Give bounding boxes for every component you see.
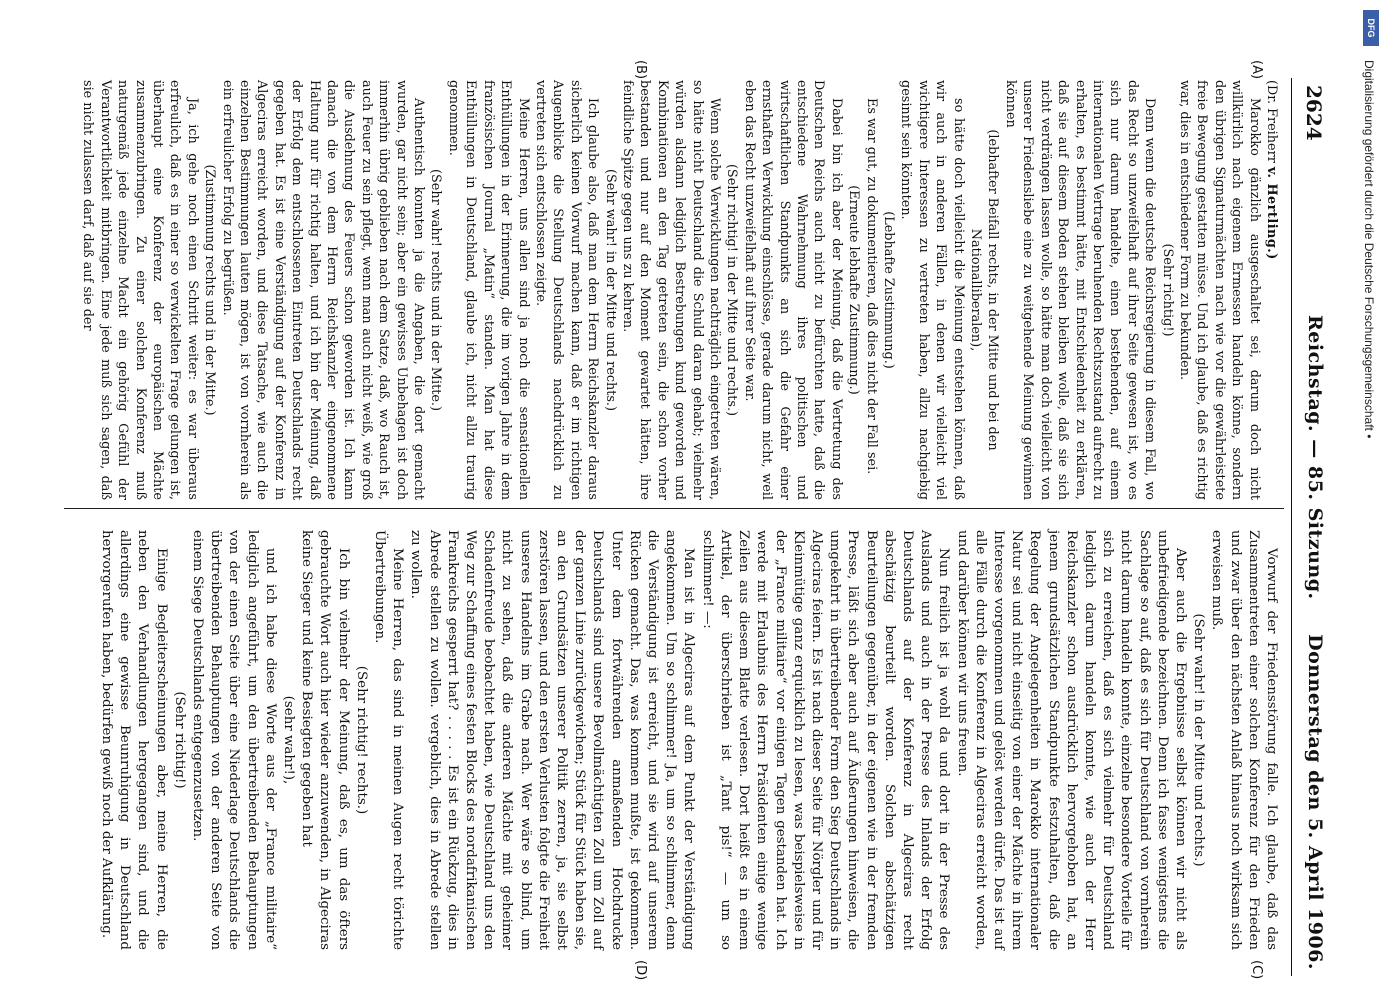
speaker-name: v. Hertling.) xyxy=(1264,166,1279,260)
paragraph: und ich habe diese Worte aus der „France militaire“ lediglich angeführt, um den übertreibenden Behauptungen von der einen Seite über eine Niederlage Deutschlands die übertreibenden Behauptungen von der anderen Seite von einem Siege Deutschlands entgegenzusetzen. xyxy=(190,530,278,950)
header-date: Donnerstag den 5. April 1906. xyxy=(1304,634,1326,970)
paragraph: Authentisch konnten ja die Angaben, die dort gemacht wurden, gar nicht sein; aber ein gewisses Unbehagen ist doch immerhin übrig geblieben nach dem Satze, daß, wo Rauch ist, auch Feuer zu sein pflegt, wenn man auch nicht weiß, wie groß die Ausdehnung des Feuers schon geworden ist. Ich kann danach die von dem Herrn Reichskanzler eingenommene Haltung nur für richtig halten, und ich bin der Meinung, daß der Erfolg dem entschlossenen Eintreten Deutschlands recht gegeben hat. Es ist eine Verständigung auf der Konferenz in Algeciras erreicht worden, und diese Tatsache, wie auch die einzelnen Bestimmungen lauten mögen, ist von vornherein als ein erfreulicher Erfolg zu begrüßen. xyxy=(219,80,427,500)
interjection: (Sehr wahr! in der Mitte und rechts.) xyxy=(602,169,618,411)
dfg-logo xyxy=(1363,10,1379,46)
running-header xyxy=(1294,85,1326,970)
paragraph: Vorwurf der Friedensstörung falle. Ich glaube, daß das Zusammentreten einer solchen Konferenz für den Frieden und zwar über den nächsten Anlaß hinaus noch wirksam sich erweisen muß. xyxy=(1209,530,1279,950)
paragraph: Ja, ich gehe noch einen Schritt weiter: es war überaus erfreulich, daß es in einer so verwickelten Frage gelungen ist, überhaupt eine Konferenz der europäischen Mächte zusammenzubringen. Zu einer solchen Konferenz muß naturgemäß jede einzelne Macht ein gehörig Gefühl der Verantwortlichkeit mitbringen. Eine jede muß sich sagen, daß sie nicht zulassen darf, daß auf sie der xyxy=(80,80,200,500)
interjection: (Sehr richtig! in der Mitte und rechts.) xyxy=(724,163,740,417)
right-column-text xyxy=(97,530,1280,950)
interjection: (Erneute lebhafte Zustimmung.) xyxy=(846,185,862,395)
speaker-prefix: (Dr. Freiherr xyxy=(1264,80,1279,163)
column-divider xyxy=(64,508,1284,509)
right-column xyxy=(97,530,1280,950)
interjection: (Zustimmung rechts und in der Mitte.) xyxy=(202,164,218,416)
left-column-text xyxy=(79,80,1263,500)
speaker-line xyxy=(1263,80,1280,500)
paragraph: Aber auch die Ergebnisse selbst können wir nicht als unbefriedigende bezeichnen. Denn ich fasse wenigstens die Sachlage so auf, daß es sich für Deutschland von vornherein nicht darum handeln konnte, einzelne besondere Vorteile für sich zu erreichen, daß es sich vielmehr für Deutschland lediglich darum handeln konnte, wie auch der Herr Reichskanzler schon ausdrücklich hervorgehoben hat, an jenem grundsätzlichen Standpunkte festzuhalten, daß die Regelung der Angelegenheiten in Marokko internationaler Natur sei und nicht einseitig von einer der Mächte in ihrem Interesse vorgenommen und gelöst werden dürfe. Das ist auf alle Fälle durch die Konferenz in Algeciras erreicht worden, und darüber können wir uns freuen. xyxy=(954,530,1188,950)
header-session: Reichstag. — 85. Sitzung. xyxy=(1304,315,1326,600)
margin-mark-c: (C) xyxy=(1249,960,1264,980)
interjection: (lebhafter Beifall rechts, in der Mitte und bei den Nationalliberalen), xyxy=(968,129,1001,451)
interjection: (Lebhafte Zustimmung.) xyxy=(881,211,897,369)
paragraph: Einige Begleiterscheinungen aber, meine Herren, die neben den Verhandlungen hergegangen sind, und die allerdings eine gewisse Beunruhigung in Deutschland hervorgerufen haben, bedürfen gewiß noch der Aufklärung. xyxy=(99,530,169,950)
paragraph: so hätte doch vielleicht die Meinung entstehen können, daß wir auch in anderen Fällen, in denen wir vielleicht viel wichtigere Interessen zu vertreten haben, allzu nachgiebig gesinnt sein könnten. xyxy=(898,80,966,500)
paragraph: Meine Herren, uns allen sind ja noch die sensationellen Enthüllungen in der Erinnerung, die im vorigen Jahre in dem französischen Journal „Matin“ standen. Man hat diese Enthüllungen in Deutschland, glaube ich, nicht allzu traurig genommen. xyxy=(445,80,531,500)
credit-text: Digitalisierung gefördert durch die Deutsche Forschungsgemeinschaft • xyxy=(1362,60,1376,439)
margin-mark-b: (B) xyxy=(633,60,648,80)
interjection: (Sehr wahr! rechts und in der Mitte.) xyxy=(428,169,444,411)
interjection: (Sehr wahr! in der Mitte und rechts.) xyxy=(1191,613,1207,867)
interjection: (Sehr richtig!) xyxy=(1159,243,1175,337)
paragraph: Denn wenn die deutsche Reichsregierung in diesem Fall, wo das Recht so unzweifelhaft auf ihrer Seite gewesen ist, wo es sich nur darum handelte, einen bestehenden, auf einem internationalen Vertrage beruhenden Rechtszustand aufrecht zu erhalten, es bestimmt hätte, mit Entschiedenheit zu erklären, daß sie auf diesem Boden stehen bleiben wolle, daß sie sich nicht verdrängen lassen wolle, so hätte man doch vielleicht von unserer Friedensliebe eine zu weitgehende Meinung gewinnen können xyxy=(1002,80,1158,500)
dfg-logo-text: DFG xyxy=(1366,18,1376,38)
margin-mark-d: (D) xyxy=(633,960,648,981)
paragraph: Ich glaube also, daß man dem Herrn Reichskanzler daraus sicherlich keinen Vorwurf machen kann, daß er im richtigen Augenblicke die Stellung Deutschlands nachdrücklich zu vertreten sich entschlossen zeigte. xyxy=(532,80,601,500)
interjection: (Sehr richtig!) xyxy=(171,691,187,789)
paragraph: Dabei bin ich aber der Meinung, daß die Vertretung des Deutschen Reichs auch nicht zu befürchten hatte, daß die entschiedene Wahrnehmung ihres politischen und wirtschaftlichen Standpunkts an sich die Gefahr einer ernsthaften Verwicklung einschlösse, gerade darum nicht, weil eben das Recht unzweifelhaft auf ihrer Seite war. xyxy=(741,80,844,500)
margin-mark-a: (A) xyxy=(1249,60,1264,80)
paragraph: Man ist in Algeciras auf dem Punkt der Verständigung angekommen. Um so schlimmer! Ja, um so schlimmer, denn die Verständigung ist erreicht, und sie wird auf unserem Rücken gemacht. Das, was kommen mußte, ist gekommen. Unter dem fortwährenden anmaßenden Hochdrucke Deutschlands sind unsere Bevollmächtigten Zoll um Zoll auf der ganzen Linie zurückgewichen; Stück für Stück haben sie, an den Grundsätzen unserer Politik zerren, ja, sie selbst zerstören lassen, und den ersten Verlusten folgte die Freiheit unseres Handelns im Grabe nach. Wer wäre so blind, um nicht zu sehen, daß die anderen Mächte mit geheimer Schadenfreude beobachtet haben, wie Deutschland uns den Weg zur Schaffung eines festen Blocks des nordafrikanischen Frankreichs gesperrt hat? . . . . . Es ist ein Rückzug, dies in Abrede stellen zu wollen. vergeblich, dies in Abrede stellen zu wollen. xyxy=(408,530,697,950)
paragraph: Ich bin vielmehr der Meinung, daß es, um das öfters gebrauchte Wort auch hier wieder anzuwenden, in Algeciras keine Sieger und keine Besiegten gegeben hat xyxy=(299,530,351,950)
interjection: (sehr wahr!), xyxy=(281,695,297,785)
paragraph: Meine Herren, das sind in meinen Augen recht törichte Übertreibungen. xyxy=(372,530,406,950)
left-column xyxy=(79,80,1280,500)
rotated-document-page xyxy=(48,0,1348,1000)
paragraph: Marokko gänzlich ausgeschaltet sei, darum doch nicht willkürlich nach eigenem Ermessen handeln könne, sondern den übrigen Signaturmächten nach wie vor die gewährleistete freie Bewegung gestatten müsse. Und ich glaube, daß es richtig war, dies in entschiedener Form zu bekunden. xyxy=(1176,80,1262,500)
paragraph: Wenn solche Verwicklungen nachträglich eingetreten wären, so hätte nicht Deutschland die Schuld daran gehabt; vielmehr würden alsdann lediglich Bestrebungen kund geworden und Kombinationen an den Tag getreten sein, die schon vorher bestanden und nur auf den Moment gewartet hätten, ihre feindliche Spitze gegen uns zu kehren. xyxy=(619,80,722,500)
interjection: (Sehr richtig! rechts.) xyxy=(353,665,369,815)
digitization-credit xyxy=(1356,60,1380,720)
header-rule xyxy=(1291,78,1292,976)
paragraph: Nun freilich ist ja wohl da und dort in der Presse des Auslands und auch in der Presse des Inlands der Erfolg Deutschlands auf der Konferenz in Algeciras recht abschätzig beurteilt worden. Solchen abschätzigen Beurteilungen gegenüber, in der eigenen wie in der fremden Presse, läßt sich aber auch auf Äußerungen hinweisen, die umgekehrt in übertreibender Form den Sieg Deutschlands in Algeciras feiern. Es ist nach dieser Seite für Nörgler und für Kleinmütige ganz erquicklich zu lesen, was beispielsweise in der „France militaire“ vor einigen Tagen gestanden hat. Ich werde mit Erlaubnis des Herrn Präsidenten einige wenige Zeilen aus diesem Blatte verlesen. Dort heißt es in einem Artikel, der überschrieben ist „Tant pis!“ — um so schlimmer! —: xyxy=(699,530,952,950)
page-number: 2624 xyxy=(1302,85,1326,141)
paragraph: Es war gut, zu dokumentieren, daß dies nicht der Fall sei. xyxy=(863,98,879,475)
